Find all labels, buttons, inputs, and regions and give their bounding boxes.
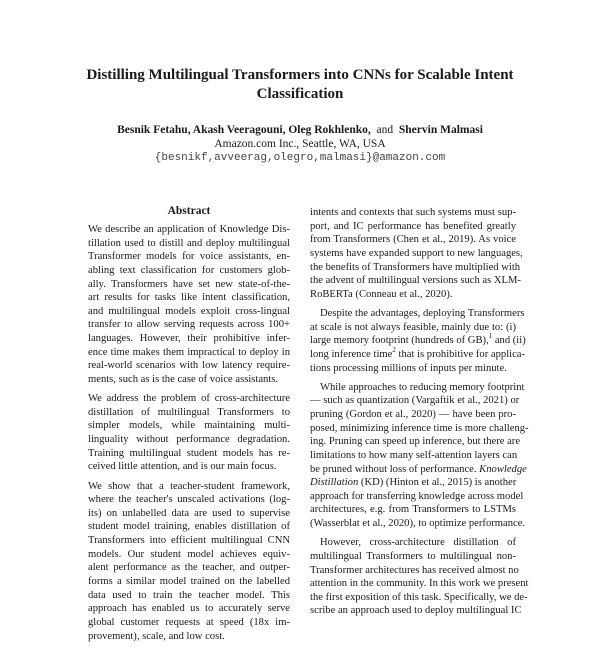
- text-span: multilingual Transformers to multilingual non-: [310, 550, 516, 562]
- italic-term: Distillation: [310, 477, 359, 489]
- text-span: that is prohibitive for applica-: [395, 348, 526, 360]
- text-line: transfer to allow serving requests across 100+: [88, 319, 290, 331]
- text-line: art results for tasks like intent classification,: [88, 292, 290, 304]
- text-line: [310, 564, 519, 578]
- author-block: [40, 123, 560, 165]
- introduction-column: [310, 206, 529, 624]
- title-line: Distilling Multilingual Transformers into CNNs for Scalable Intent: [86, 67, 514, 83]
- text-line: [310, 332, 526, 348]
- italic-term: Knowledge: [479, 463, 527, 475]
- body-paragraph: [310, 381, 529, 531]
- text-line: student model training, enables distillation of: [88, 521, 290, 533]
- text-line: forms a similar model trained on the labelled: [88, 576, 290, 588]
- text-span: Despite the advantages, deploying Transformers: [320, 307, 525, 319]
- paper-title: [60, 66, 540, 104]
- text-span: ing. Pruning can speed up inference, but there are: [310, 436, 521, 448]
- text-line: [310, 449, 516, 463]
- text-span: tions processing millions of inputs per minute.: [310, 362, 507, 374]
- text-span: scribe an approach used to deploy multilingual IC: [310, 605, 522, 617]
- text-line: We address the problem of cross-architecture: [88, 393, 290, 405]
- text-line: [310, 463, 527, 477]
- text-line: [310, 233, 516, 247]
- text-span: long inference time: [310, 348, 393, 360]
- text-line: [310, 435, 521, 449]
- text-line: approach has enabled us to accurately serve: [88, 603, 290, 615]
- text-line: We show that a teacher-student framework,: [88, 480, 290, 492]
- abstract-paragraph: [88, 223, 290, 387]
- text-line: [310, 394, 520, 408]
- text-line: [310, 503, 516, 517]
- text-span: posed, minimizing inference time is more challeng-: [310, 422, 529, 434]
- text-line: [310, 345, 526, 362]
- text-line: [310, 591, 528, 605]
- text-line: languages. However, their prohibitive infer-: [88, 333, 290, 345]
- author-and: and: [376, 124, 394, 136]
- text-line: linguality without performance degradation.: [88, 434, 290, 446]
- text-line: We describe an application of Knowledge Dis-: [88, 224, 290, 235]
- text-line: its) on unlabelled data are used to supervise: [88, 507, 290, 519]
- text-line: ally. Transformers have set new state-of-the-: [88, 278, 290, 290]
- text-span: While approaches to reducing memory footprint: [320, 381, 525, 393]
- text-span: intents and contexts that such systems must sup-: [310, 207, 516, 218]
- text-span: the benefits of Transformers have multiplied with: [310, 261, 521, 273]
- text-line: [310, 321, 516, 335]
- text-span: pruning (Gordon et al., 2020) — have been pro-: [310, 408, 516, 420]
- text-span: (Wasserblat et al., 2020), to optimize performance.: [310, 518, 526, 530]
- author-list: Besnik Fetahu, Akash Veeragouni, Oleg Rokhlenko,: [117, 124, 371, 136]
- text-span: attention in the community. In this work we present: [310, 578, 529, 590]
- text-span: Transformer architectures has received almost no: [310, 564, 519, 576]
- text-span: the advent of multilingual versions such as XLM-: [310, 275, 521, 287]
- text-line: [310, 261, 521, 275]
- abstract-paragraph: [88, 480, 290, 644]
- text-line: distillation of multilingual Transformers to: [88, 406, 290, 418]
- text-span: However, cross-architecture distillation of: [320, 537, 516, 549]
- text-span: port, and IC performance has benefited greatly: [310, 220, 516, 232]
- text-line: abling text classification for customers glob-: [88, 264, 290, 276]
- text-line: simpler models, while maintaining multi-: [88, 420, 290, 432]
- text-line: [310, 408, 516, 422]
- abstract-heading: Abstract: [167, 205, 211, 217]
- text-line: Transformers into efficient multilingual CNN: [88, 535, 290, 547]
- text-line: tillation used to distill and deploy multilingual: [88, 237, 290, 249]
- text-line: [310, 307, 525, 321]
- abstract-paragraph: [88, 392, 290, 474]
- text-span: large memory footprint (hundreds of GB),: [310, 335, 489, 347]
- text-span: limitations to how many self-attention layers can: [310, 449, 518, 461]
- text-line: [310, 517, 526, 531]
- body-paragraph: [310, 206, 523, 301]
- text-line: real-world scenarios with low latency require-: [88, 360, 290, 372]
- text-line: [310, 550, 516, 564]
- text-line: [310, 247, 523, 261]
- text-line: [310, 604, 522, 618]
- text-span: be pruned without loss of performance.: [310, 463, 480, 475]
- text-line: [310, 362, 516, 376]
- text-line: [310, 220, 516, 234]
- author-emails: {besnikf,avveerag,olegro,malmasi}@amazon.com: [154, 152, 446, 164]
- text-span: RoBERTa (Conneau et al., 2020).: [310, 288, 453, 300]
- author-last: Shervin Malmasi: [398, 124, 483, 136]
- author-names: [40, 123, 560, 137]
- text-line: [310, 206, 516, 220]
- text-line: provement), scale, and low cost.: [88, 630, 225, 642]
- text-line: alent performance as the teacher, and outper-: [88, 562, 290, 574]
- body-paragraph: [310, 307, 526, 375]
- text-span: approach for transferring knowledge across model: [310, 490, 524, 502]
- text-line: Transformer models for voice assistants, en-: [88, 251, 290, 263]
- text-span: at scale is not always feasible, mainly due to: (i): [310, 321, 516, 333]
- text-line: models. Our student model achieves equiv-: [88, 548, 290, 560]
- text-span: — such as quantization (Vargaftik et al., 2021) or: [310, 395, 520, 407]
- text-line: [310, 577, 529, 591]
- text-line: global customer requests at speed (18x im-: [88, 616, 290, 628]
- affiliation: Amazon.com Inc., Seattle, WA, USA: [214, 138, 386, 150]
- text-line: [310, 476, 516, 490]
- text-line: data used to train the teacher model. This: [88, 589, 290, 601]
- text-line: Training multilingual student models has re-: [88, 447, 290, 459]
- body-paragraph: [310, 536, 529, 618]
- abstract-column: [88, 223, 290, 649]
- text-line: [310, 490, 524, 504]
- text-span: the first exposition of this task. Specifically, we de-: [310, 591, 528, 603]
- text-line: [310, 536, 516, 550]
- title-line: Classification: [256, 86, 344, 102]
- footnote-marker: 1: [488, 332, 493, 341]
- text-span: from Transformers (Chen et al., 2019). As voice: [310, 234, 516, 246]
- text-line: [310, 288, 516, 302]
- text-line: ceived little attention, and is our main focus.: [88, 461, 277, 473]
- text-span: architectures, e.g. from Transformers to LSTMs: [310, 504, 516, 516]
- text-line: ments, such as is the case of voice assistants.: [88, 374, 279, 386]
- text-line: ence time makes them impractical to deploy in: [88, 346, 290, 358]
- text-span: (KD) (Hinton et al., 2015) is another: [358, 477, 517, 489]
- text-line: [310, 422, 529, 436]
- text-line: [310, 274, 521, 288]
- text-span: systems have expanded support to new languages,: [310, 247, 523, 259]
- text-span: and (ii): [492, 335, 526, 347]
- text-line: [310, 381, 525, 395]
- text-line: and multilingual models exploit cross-lingual: [88, 305, 290, 317]
- footnote-marker: 2: [392, 345, 396, 354]
- text-line: where the teacher's unscaled activations (log-: [88, 494, 290, 506]
